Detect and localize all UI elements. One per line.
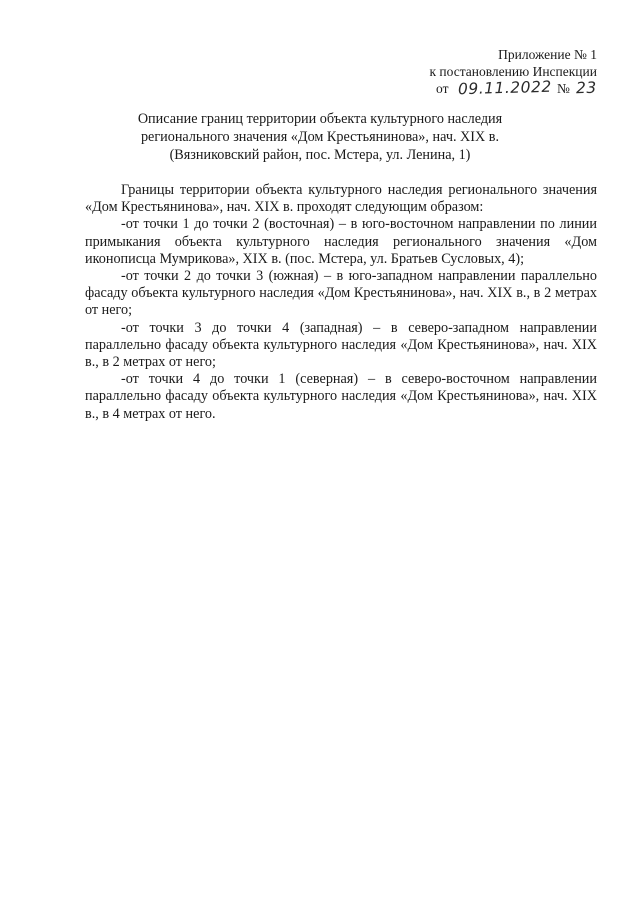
document-body [85,182,597,423]
handwritten-number: 23 [576,78,598,98]
appendix-title: Приложение № 1 [498,47,597,62]
appendix-header [429,47,597,98]
title-line-1: Описание границ территории объекта культурного наследия [137,111,503,127]
appendix-reference: к постановлению Инспекции [429,63,597,79]
number-label: № [557,81,570,96]
title-line-2: регионального значения «Дом Крестьянинова», нач. XIX в. [140,129,500,145]
paragraph-segment-4-1: -от точки 4 до точки 1 (северная) – в северо-восточном направлении параллельно фасаду объекта культурного наследия «Дом Крестьянинова», нач. XIX в., в 4 метрах от него. [85,371,597,422]
paragraph-segment-3-4: -от точки 3 до точки 4 (западная) – в северо-западном направлении параллельно фасаду объекта культурного наследия «Дом Крестьянинова», нач. XIX в., в 2 метрах от него; [85,319,597,371]
date-from-label: от [436,81,449,96]
paragraph-intro: Границы территории объекта культурного наследия регионального значения «Дом Крестьянинова», нач. XIX в. проходят следующим образом: [85,182,597,216]
title-line-3: (Вязниковский район, пос. Мстера, ул. Ленина, 1) [169,147,471,163]
paragraph-segment-2-3: -от точки 2 до точки 3 (южная) – в юго-западном направлении параллельно фасаду объекта культурного наследия «Дом Крестьянинова», нач. XIX в., в 2 метрах от него; [85,268,597,319]
document-title [80,110,560,164]
handwritten-date: 09.11.2022 [457,77,552,99]
appendix-date-line [429,77,598,99]
paragraph-segment-1-2: -от точки 1 до точки 2 (восточная) – в юго-восточном направлении по линии примыкания объекта культурного наследия регионального значения «Дом иконописца Мумрикова», XIX в. (пос. Мстера, ул. Братьев Сусловых, 4); [85,216,597,267]
